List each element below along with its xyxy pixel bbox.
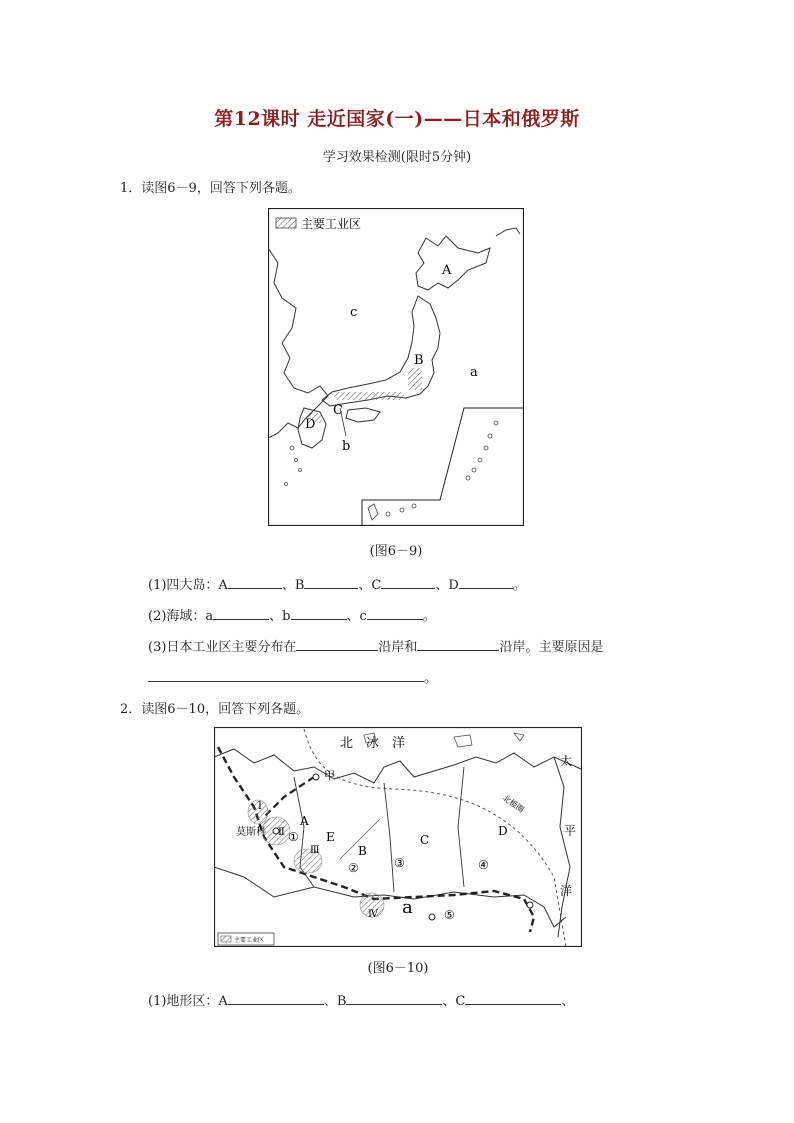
label-B: B (358, 844, 367, 858)
japan-map (268, 208, 524, 526)
industrial-zone-pacific-belt (334, 392, 404, 400)
city-east-marker (527, 902, 533, 908)
label-C: C (333, 403, 343, 418)
city-jia-label: 甲 (324, 769, 335, 782)
label-zone-III: Ⅲ (310, 845, 320, 856)
legend-label: 主要工业区 (301, 217, 362, 231)
label-b: b (342, 439, 351, 454)
q1-sub1-prefix: (1)四大岛：A (148, 578, 228, 593)
industrial-zone-keihin (408, 368, 422, 390)
label-B: B (414, 353, 424, 368)
q1-sub1-sep-b: 、B (281, 578, 305, 593)
q1-sub2-sep-c: 、c (346, 609, 367, 624)
q2-sub1 (148, 990, 574, 1009)
question-2-text: 2．读图6－10，回答下列各题。 (120, 702, 310, 717)
figure-6-10-caption: (图6－10) (367, 961, 429, 976)
q1-sub3 (148, 636, 603, 655)
label-zone-II: Ⅱ (278, 827, 285, 838)
answer-blank-landform-B[interactable] (346, 992, 442, 1005)
q1-sub1-end: 。 (512, 578, 526, 593)
q1-sub2-sep-b: 、b (269, 609, 291, 624)
answer-blank-landform-A[interactable] (228, 992, 324, 1005)
label-A: A (300, 814, 309, 828)
answer-blank-D[interactable] (459, 576, 513, 589)
q1-sub3-line2 (148, 667, 437, 686)
q1-sub3-end: 。 (424, 671, 438, 686)
q2-sub1-prefix: (1)地形区：A (148, 994, 228, 1009)
legend-label: 主要工业区 (234, 937, 265, 944)
answer-blank-sea-b[interactable] (291, 607, 347, 620)
label-zone-I: Ⅰ (258, 801, 262, 812)
label-D: D (498, 824, 508, 838)
answer-blank-sea-c[interactable] (367, 607, 423, 620)
label-river-1: ① (288, 830, 299, 844)
label-D: D (305, 417, 316, 432)
legend-swatch (221, 936, 231, 942)
answer-blank-sea-a[interactable] (213, 607, 269, 620)
answer-blank-reason[interactable] (148, 669, 424, 682)
answer-blank-coast-2[interactable] (417, 638, 499, 651)
answer-blank-C[interactable] (381, 576, 435, 589)
question-1-text: 1．读图6－9，回答下列各题。 (120, 181, 301, 196)
label-river-2: ② (348, 861, 359, 875)
q2-sub1-sep-b: 、B (323, 994, 347, 1009)
answer-blank-landform-C[interactable] (465, 992, 561, 1005)
ocean-pacific-label-1: 太 (560, 754, 573, 768)
label-C: C (420, 833, 430, 847)
figure-6-9-caption: (图6－9) (369, 544, 423, 559)
q1-sub1-sep-c: 、C (358, 578, 382, 593)
label-river-5: ⑤ (444, 908, 455, 922)
page-subtitle: 学习效果检测(限时5分钟) (322, 150, 472, 165)
label-zone-IV: Ⅳ (368, 909, 378, 920)
label-A: A (442, 263, 452, 278)
q1-sub3-prefix: (3)日本工业区主要分布在 (148, 640, 297, 655)
label-a: a (470, 365, 478, 380)
q2-sub1-sep-c: 、C (442, 994, 466, 1009)
q1-sub3-mid1: 沿岸和 (378, 640, 418, 655)
label-river-3: ③ (394, 856, 405, 870)
legend-hatch-swatch (276, 218, 296, 228)
label-E: E (326, 830, 335, 844)
answer-blank-coast-1[interactable] (296, 638, 378, 651)
city-jia-marker (313, 774, 319, 780)
q1-sub1 (148, 574, 526, 593)
ocean-pacific-label-2: 平 (564, 824, 577, 838)
russia-map (214, 727, 582, 947)
ocean-north-label: 北 冰 洋 (340, 736, 406, 751)
ocean-pacific-label-3: 洋 (560, 884, 573, 898)
answer-blank-A[interactable] (228, 576, 282, 589)
q1-sub1-sep-d: 、D (435, 578, 459, 593)
label-river-4: ④ (478, 858, 489, 872)
q2-sub1-end: 、 (561, 994, 575, 1009)
moscow-label: 莫斯科 (236, 827, 266, 838)
q1-sub3-mid2: 沿岸。主要原因是 (499, 640, 604, 655)
label-a: a (402, 897, 413, 918)
arctic-circle-label: 北极圈 (500, 793, 526, 815)
q1-sub2 (148, 605, 436, 624)
label-c: c (350, 305, 358, 320)
answer-blank-B[interactable] (304, 576, 358, 589)
page-title: 第12课时 走近国家(一)——日本和俄罗斯 (214, 108, 580, 130)
q1-sub2-prefix: (2)海域：a (148, 609, 214, 624)
q1-sub2-end: 。 (422, 609, 436, 624)
lake-baikal-marker (429, 914, 435, 920)
